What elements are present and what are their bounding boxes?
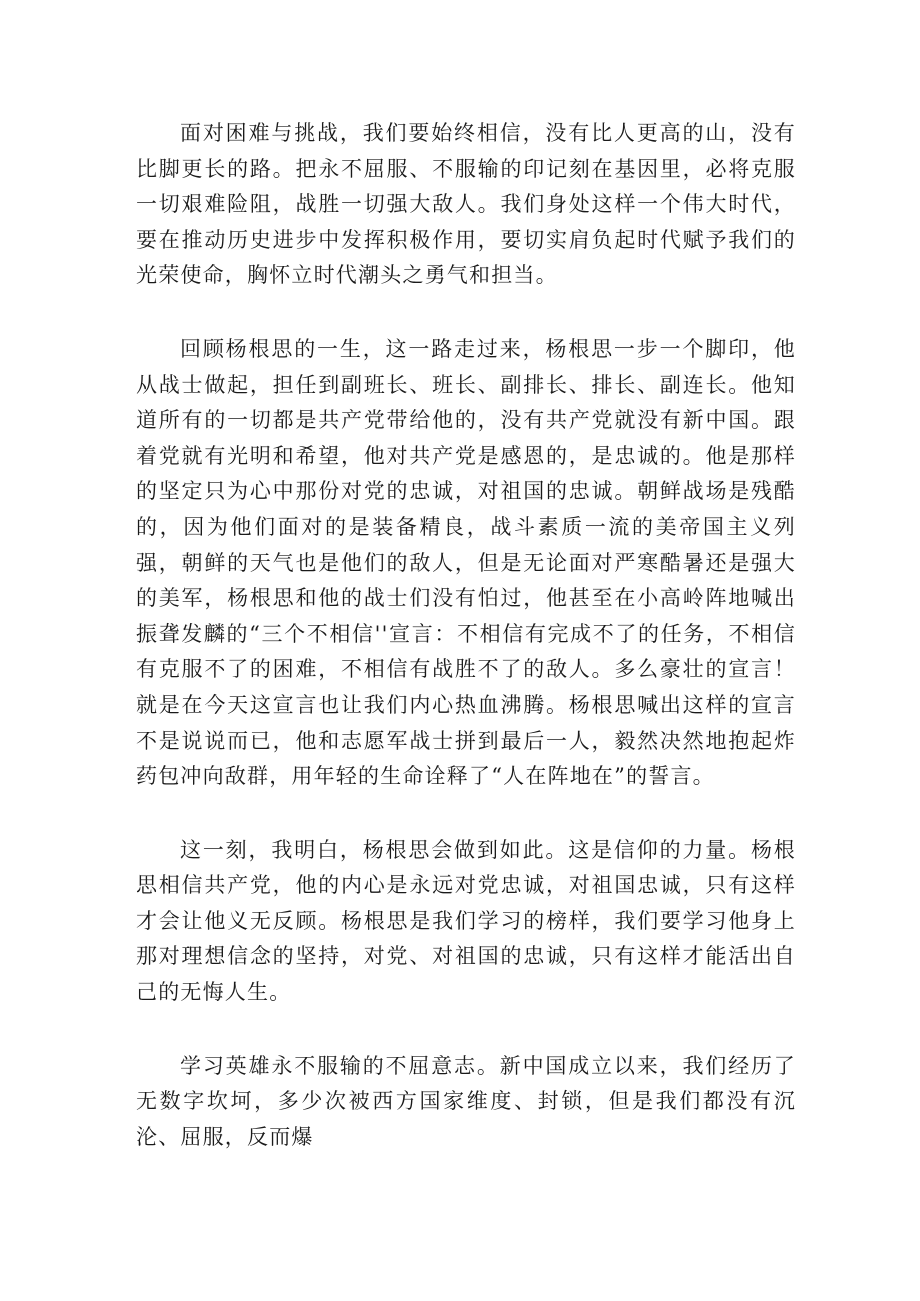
paragraph-3: 这一刻，我明白，杨根思会做到如此。这是信仰的力量。杨根思相信共产党，他的内心是永远对党忠诚，对祖国忠诚，只有这样才会让他义无反顾。杨根思是我们学习的榜样，我们要学习他身上那对理想信念的坚持，对党、对祖国的忠诚，只有这样才能活出自己的无悔人生。 (136, 837, 796, 1005)
document-body (136, 116, 796, 1155)
paragraph-4: 学习英雄永不服输的不屈意志。新中国成立以来，我们经历了无数字坎坷，多少次被西方国家维度、封锁，但是我们都没有沉沦、屈服，反而爆 (136, 1053, 796, 1149)
paragraph-2: 回顾杨根思的一生，这一路走过来，杨根思一步一个脚印，他从战士做起，担任到副班长、班长、副排长、排长、副连长。他知道所有的一切都是共产党带给他的，没有共产党就没有新中国。跟着党就有光明和希望，他对共产党是感恩的，是忠诚的。他是那样的坚定只为心中那份对党的忠诚，对祖国的忠诚。朝鲜战场是残酷的，因为他们面对的是装备精良，战斗素质一流的美帝国主义列强，朝鲜的天气也是他们的敌人，但是无论面对严寒酷暑还是强大的美军，杨根思和他的战士们没有怕过，他甚至在小高岭阵地喊出振聋发麟的“三个不相信''宣言：不相信有完成不了的任务，不相信有克服不了的困难，不相信有战胜不了的敌人。多么豪壮的宣言！就是在今天这宣言也让我们内心热血沸腾。杨根思喊出这样的宣言不是说说而已，他和志愿军战士拼到最后一人，毅然决然地抱起炸药包冲向敌群，用年轻的生命诠释了“人在阵地在”的誓言。 (136, 336, 796, 789)
paragraph-1: 面对困难与挑战，我们要始终相信，没有比人更高的山，没有比脚更长的路。把永不屈服、不服输的印记刻在基因里，必将克服一切艰难险阻，战胜一切强大敌人。我们身处这样一个伟大时代，要在推动历史进步中发挥积极作用，要切实肩负起时代赋予我们的光荣使命，胸怀立时代潮头之勇气和担当。 (136, 121, 796, 288)
